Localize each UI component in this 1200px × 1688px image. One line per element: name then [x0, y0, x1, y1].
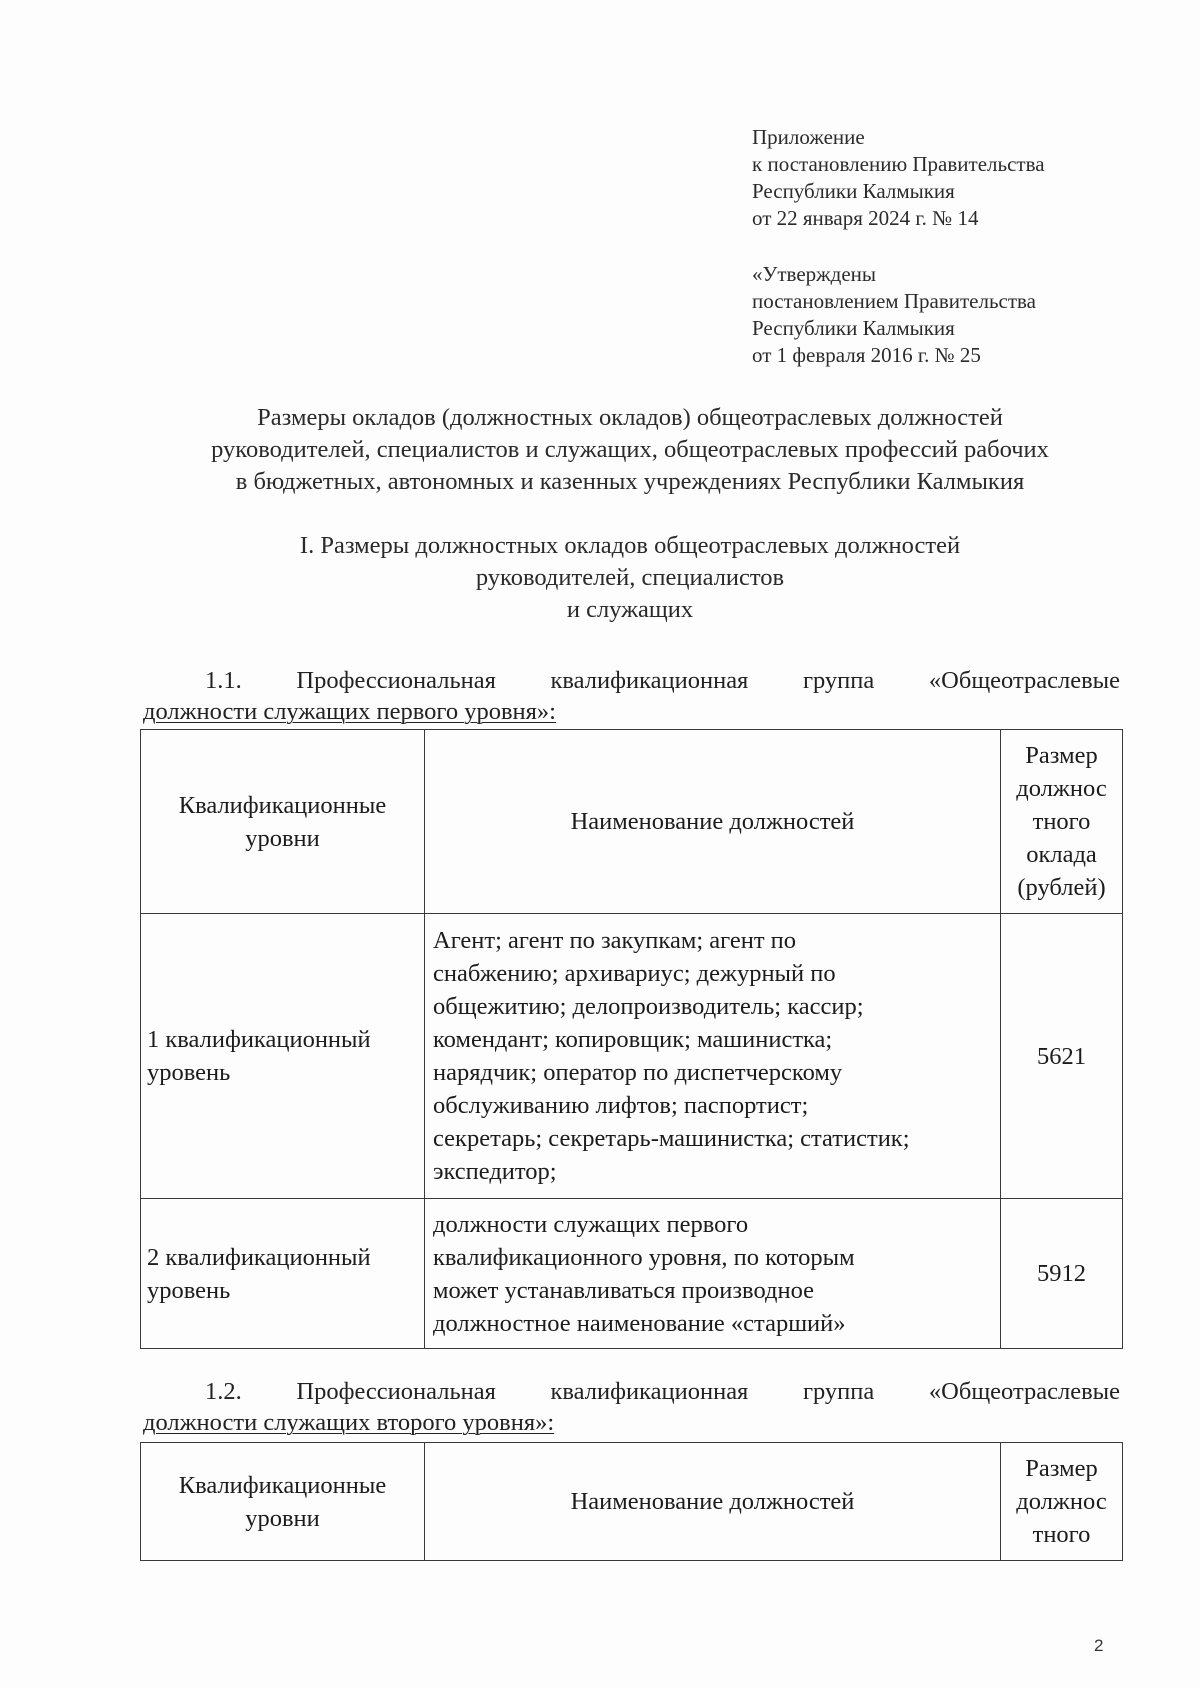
group-heading-line: 1.1. Профессиональная квалификационная группа «Общеотраслевые	[205, 667, 1120, 694]
qualification-level-cell: 2 квалификационный уровень	[141, 1199, 425, 1349]
position-names-cell: должности служащих первого квалификационного уровня, по которым может устанавливаться производное должностное наименование «старший»	[425, 1199, 1001, 1349]
table-header-row	[141, 1443, 1123, 1561]
appendix-line: к постановлению Правительства	[752, 152, 1045, 176]
appendix-line: Приложение	[752, 125, 865, 149]
header-qualification-levels: Квалификационные уровни	[141, 1443, 425, 1561]
section-title-line: руководителей, специалистов	[475, 564, 785, 591]
qualification-level-cell: 1 квалификационный уровень	[141, 914, 425, 1199]
section-title	[140, 530, 1120, 626]
header-salary-size: Размер должнос тного оклада (рублей)	[1001, 730, 1123, 914]
page-number: 2	[1094, 1636, 1104, 1655]
group-heading-line: должности служащих первого уровня»:	[143, 698, 556, 725]
group-heading-line: должности служащих второго уровня»:	[143, 1409, 555, 1436]
header-salary-size: Размер должнос тного	[1001, 1443, 1123, 1561]
appendix-header	[752, 124, 1045, 232]
appendix-line: Республики Калмыкия	[752, 179, 955, 203]
salary-table-1	[140, 729, 1123, 1349]
document-title	[140, 402, 1120, 498]
title-line: руководителей, специалистов и служащих, общеотраслевых профессий рабочих	[211, 436, 1049, 463]
approved-line: Республики Калмыкия	[752, 316, 955, 340]
salary-cell: 5912	[1001, 1199, 1123, 1349]
appendix-line: от 22 января 2024 г. № 14	[752, 206, 979, 230]
table-row	[141, 1199, 1123, 1349]
header-position-names: Наименование должностей	[425, 730, 1001, 914]
approved-header	[752, 261, 1036, 369]
salary-table-2	[140, 1442, 1123, 1561]
group-heading-1-2	[143, 1376, 1120, 1438]
salary-cell: 5621	[1001, 914, 1123, 1199]
title-line: Размеры окладов (должностных окладов) общеотраслевых должностей	[257, 404, 1003, 431]
header-qualification-levels: Квалификационные уровни	[141, 730, 425, 914]
group-heading-line: 1.2. Профессиональная квалификационная группа «Общеотраслевые	[205, 1378, 1120, 1405]
table-header-row	[141, 730, 1123, 914]
section-title-line: и служащих	[566, 596, 694, 623]
title-line: в бюджетных, автономных и казенных учреждениях Республики Калмыкия	[235, 468, 1025, 495]
approved-line: «Утверждены	[752, 262, 877, 286]
header-position-names: Наименование должностей	[425, 1443, 1001, 1561]
table-row	[141, 914, 1123, 1199]
position-names-cell: Агент; агент по закупкам; агент по снабжению; архивариус; дежурный по общежитию; делопроизводитель; кассир; комендант; копировщик; машинистка; нарядчик; оператор по диспетчерскому обслуживанию лифтов; паспортист; секретарь; секретарь-машинистка; статистик; экспедитор;	[425, 914, 1001, 1199]
approved-line: постановлением Правительства	[752, 289, 1037, 313]
group-heading-1-1	[143, 665, 1120, 727]
approved-line: от 1 февраля 2016 г. № 25	[752, 343, 981, 367]
section-title-line: I. Размеры должностных окладов общеотраслевых должностей	[299, 532, 961, 559]
